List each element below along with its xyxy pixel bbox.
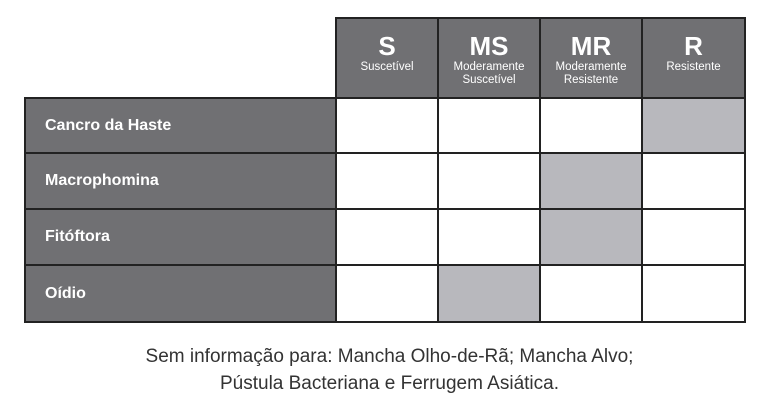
- column-header-ms: [437, 17, 541, 99]
- row-label-cancro-da-haste: Cancro da Haste: [24, 97, 337, 154]
- rating-cell: [437, 264, 541, 323]
- column-label: Moderamente Suscetível: [453, 61, 525, 86]
- rating-cell: [437, 152, 541, 210]
- column-label: Resistente: [666, 61, 721, 73]
- rating-cell: [539, 152, 643, 210]
- column-label: Suscetível: [360, 61, 414, 73]
- column-header-mr: [539, 17, 643, 99]
- column-abbr: MS: [469, 31, 509, 61]
- row-label-macrophomina: Macrophomina: [24, 152, 337, 210]
- rating-cell: [539, 264, 643, 323]
- rating-cell: [641, 264, 746, 323]
- rating-cell: [335, 264, 439, 323]
- footnote-line-2: Pústula Bacteriana e Ferrugem Asiática.: [219, 373, 559, 394]
- column-header-s: [335, 17, 439, 99]
- rating-cell: [335, 97, 439, 154]
- resistance-table: [24, 17, 746, 323]
- rating-cell: [335, 208, 439, 266]
- row-label-oidio: Oídio: [24, 264, 337, 323]
- column-abbr: S: [378, 31, 396, 61]
- rating-cell: [641, 97, 746, 154]
- rating-cell: [335, 152, 439, 210]
- column-header-r: [641, 17, 746, 99]
- column-abbr: MR: [570, 31, 612, 61]
- rating-cell: [539, 97, 643, 154]
- footnote: [0, 343, 779, 397]
- column-abbr: R: [684, 31, 703, 61]
- rating-cell: [539, 208, 643, 266]
- footnote-line-1: Sem informação para: Mancha Olho-de-Rã; Mancha Alvo;: [145, 346, 634, 367]
- rating-cell: [437, 97, 541, 154]
- column-label: Moderamente Resistente: [555, 61, 627, 86]
- row-label-fitoftora: Fitóftora: [24, 208, 337, 266]
- rating-cell: [437, 208, 541, 266]
- rating-cell: [641, 208, 746, 266]
- rating-cell: [641, 152, 746, 210]
